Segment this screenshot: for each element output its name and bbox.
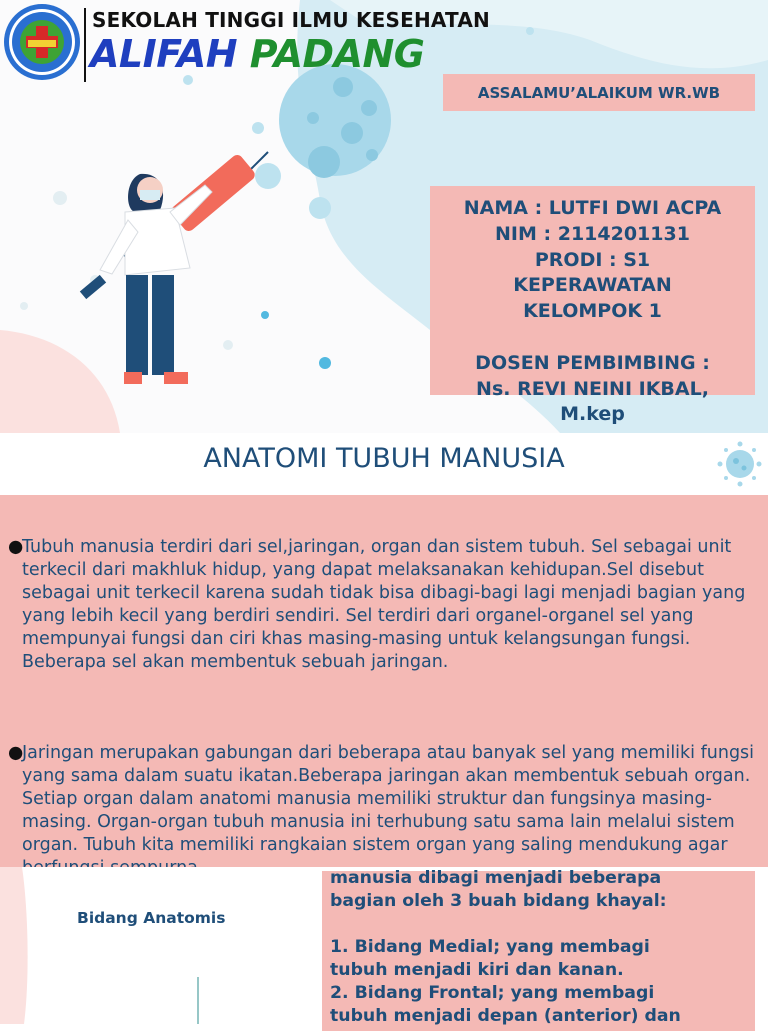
info-line-lecturer-name: Ns. REVI NEINI IKBAL, <box>476 377 709 400</box>
info-line-blank <box>430 325 755 351</box>
info-line-name: NAMA : LUTFI DWI ACPA <box>463 197 722 219</box>
logo-name <box>90 32 425 76</box>
planes-text <box>330 867 750 1028</box>
planes-line-1: manusia dibagi menjadi beberapa <box>330 868 662 888</box>
paragraph-1 <box>8 536 763 674</box>
nurse-illustration <box>100 174 212 384</box>
logo-name-part1: ALIFAH <box>90 32 238 76</box>
content-slide <box>0 433 768 867</box>
info-line-lecturer-label: DOSEN PEMBIMBING : <box>475 351 710 374</box>
student-info-text <box>430 196 755 428</box>
info-line-program: KEPERAWATAN <box>513 274 672 297</box>
planes-line-7: tubuh menjadi depan (anterior) dan <box>330 1006 681 1026</box>
slide-title: ANATOMI TUBUH MANUSIA <box>203 443 565 474</box>
planes-line-5: tubuh menjadi kiri dan kanan. <box>330 960 624 980</box>
planes-line-3 <box>330 913 750 936</box>
planes-line-6: 2. Bidang Frontal; yang membagi <box>330 983 655 1003</box>
info-line-lecturer-title: M.kep <box>560 403 625 426</box>
paragraph-1-text: Tubuh manusia terdiri dari sel,jaringan, organ dan sistem tubuh. Sel sebagai unit terkecil dari makhluk hidup, yang dapat melaksanakan kehidupan.Sel disebut sebagai unit terkecil karena sudah tidak bisa dibagi-bagi lagi menjadi bagian yang yang lebih kecil yang berdiri sendiri. Sel terdiri dari organel-organel sel yang mempunyai fungsi dan ciri khas masing-masing untuk kelangsungan fungsi. Beberapa sel akan membentuk sebuah jaringan. <box>22 537 746 672</box>
paragraph-2 <box>8 742 763 880</box>
planes-line-4: 1. Bidang Medial; yang membagi <box>330 937 650 957</box>
paragraph-2-text: Jaringan merupakan gabungan dari beberapa atau banyak sel yang memiliki fungsi yang sama dalam suatu ikatan.Beberapa jaringan akan membentuk sebuah organ. Setiap organ dalam anatomi manusia memiliki struktur dan fungsinya masing-masing. Organ-organ tubuh manusia ini terhubung satu sama lain melalui sistem organ. Tubuh kita memiliki rangkaian sistem organ yang saling mendukung agar <box>22 743 755 855</box>
planes-line-2: bagian oleh 3 buah bidang khayal: <box>330 891 667 911</box>
bullet-icon: ● <box>8 537 24 557</box>
bullet-icon: ● <box>8 743 24 763</box>
logo-college-line: SEKOLAH TINGGI ILMU KESEHATAN <box>92 8 490 32</box>
background-shape <box>0 867 320 1024</box>
greeting-text: ASSALAMU’ALAIKUM WR.WB <box>477 83 721 102</box>
logo-name-part2: PADANG <box>249 32 425 76</box>
logo-divider <box>84 8 86 82</box>
title-slide <box>0 0 768 433</box>
anatomy-planes-slide <box>0 867 768 1024</box>
info-line-group: KELOMPOK 1 <box>523 300 662 323</box>
info-line-nim: NIM : 2114201131 <box>495 222 690 245</box>
college-seal-logo <box>4 4 80 80</box>
section-label: Bidang Anatomis <box>77 909 226 927</box>
greeting-box <box>443 74 755 111</box>
info-line-prodi: PRODI : S1 <box>534 248 651 271</box>
